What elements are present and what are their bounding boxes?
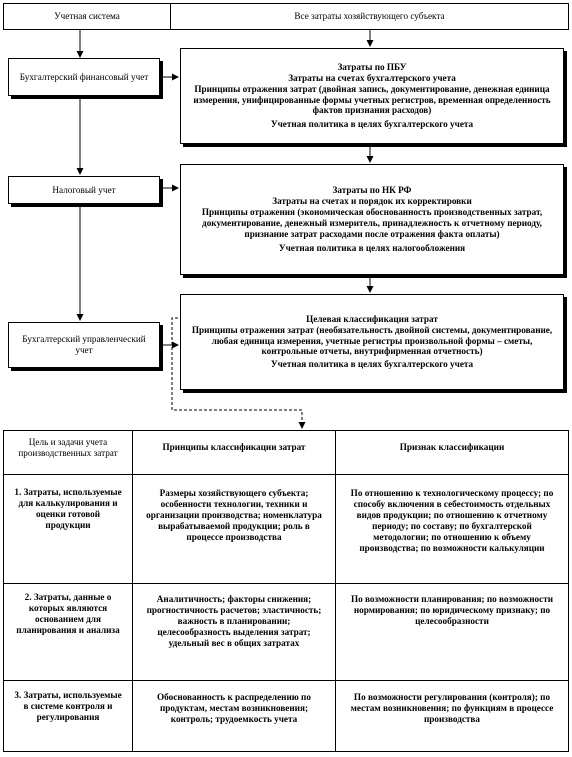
mgmt-box — [180, 294, 564, 390]
table-header-goal: Цель и задачи учета производственных затрат — [18, 437, 118, 459]
system-financial — [8, 58, 160, 96]
table-row-2-principles: Аналитичность; факторы снижения; прогностичность расчетов; эластичность; важность в планировании; целесообразность выделения затрат; удельный вес в общих затратах — [146, 594, 322, 649]
pbu-title: Затраты по ПБУ — [337, 61, 407, 72]
pbu-sub: Затраты на счетах бухгалтерского учета — [288, 72, 456, 83]
system-management-text: Бухгалтерский управленческий учет — [22, 334, 146, 355]
system-tax — [8, 176, 160, 204]
pbu-principles: Принципы отражения затрат (двойная запись, документирование, денежная единица измерения, унифицированные формы учетных регистров, временная определенность фактов признания расходов) — [193, 83, 551, 116]
header-right-text: Все затраты хозяйствующего субъекта — [294, 11, 445, 22]
nk-title: Затраты по НК РФ — [332, 185, 412, 196]
mgmt-policy: Учетная политика в целях бухгалтерского учета — [270, 359, 474, 370]
table-col-divider-2 — [335, 430, 336, 752]
table-row-3-goal: 3. Затраты, используемые в системе контроля и регулирования — [14, 690, 122, 723]
table-row-divider-1 — [3, 474, 569, 475]
pbu-policy: Учетная политика в целях бухгалтерского учета — [270, 119, 474, 130]
table-row-1-principles: Размеры хозяйствующего субъекта; особенности технологии, техники и организации производства; номенклатура вырабатываемой продукции; роль в процессе производства — [146, 488, 322, 543]
mgmt-principles: Принципы отражения затрат (необязательность двойной системы, документирование, любая единица измерения, учетные регистры произвольной формы – сметы, контрольные отчеты, внутрифирменная отчетность) — [191, 324, 553, 357]
table-row-1-goal: 1. Затраты, используемые для калькулирования и оценки готовой продукции — [14, 487, 122, 531]
table-col-divider-1 — [132, 430, 133, 752]
table-row-divider-2 — [3, 583, 569, 584]
nk-box — [180, 164, 564, 275]
table-row-3-features: По возможности регулирования (контроля); по местам возникновения; по функциям в процессе производства — [350, 692, 554, 725]
table-row-2-features: По возможности планирования; по возможности нормирования; по юридическому признаку; по целесообразности — [350, 594, 554, 627]
table-row-2-goal: 2. Затраты, данные о которых являются основанием для планирования и анализа — [16, 592, 120, 636]
table-header-principles: Принципы классификации затрат — [162, 442, 306, 452]
mgmt-title: Целевая классификация затрат — [306, 313, 438, 324]
nk-sub: Затраты на счетах и порядок их корректировки — [272, 196, 472, 207]
table-header-features: Признак классификации — [399, 442, 505, 452]
header-left-text: Учетная система — [54, 11, 120, 22]
nk-policy: Учетная политика в целях налогообложения — [278, 242, 466, 253]
nk-principles: Принципы отражения (экономическая обоснованность производственных затрат, документирование, денежный измеритель, принадлежность к отчетному периоду, признание затрат расходами после отражения факта оплаты) — [201, 207, 543, 239]
pbu-box — [180, 48, 564, 144]
table-row-divider-3 — [3, 680, 569, 681]
table-row-1-features: По отношению к технологическому процессу; по способу включения в себестоимость отдельных видов продукции; по отношению к отчетному периоду; по составу; по бухгалтерской методологии; по отношению к объему производства; по возможности калькуляции — [350, 488, 554, 554]
header-left — [3, 3, 171, 30]
table-row-3-principles: Обоснованность к распределению по продуктам, местам возникновения; контроль; трудоемкость учета — [157, 692, 311, 725]
system-management — [8, 322, 160, 368]
system-tax-text: Налоговый учет — [52, 184, 116, 195]
system-financial-text: Бухгалтерский финансовый учет — [19, 71, 149, 82]
header-right — [170, 3, 569, 30]
